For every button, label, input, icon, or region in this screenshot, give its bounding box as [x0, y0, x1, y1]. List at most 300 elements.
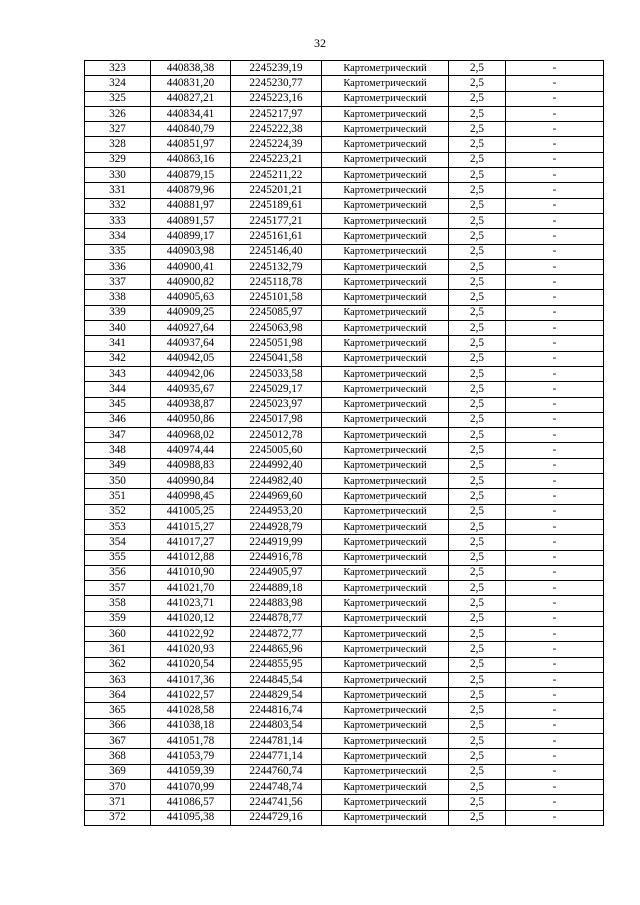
- method-cell: Картометрический: [322, 412, 449, 427]
- y-coordinate-cell: 2245012,78: [231, 428, 322, 443]
- description-cell: -: [506, 91, 604, 106]
- table-row: [85, 596, 604, 611]
- x-coordinate-cell: 440834,41: [151, 106, 231, 121]
- point-number-cell: 350: [85, 474, 151, 489]
- table-row: [85, 382, 604, 397]
- method-cell: Картометрический: [322, 76, 449, 91]
- accuracy-cell: 2,5: [449, 779, 506, 794]
- method-cell: Картометрический: [322, 749, 449, 764]
- accuracy-cell: 2,5: [449, 642, 506, 657]
- description-cell: -: [506, 703, 604, 718]
- table-row: [85, 795, 604, 810]
- y-coordinate-cell: 2244729,16: [231, 810, 322, 825]
- x-coordinate-cell: 440827,21: [151, 91, 231, 106]
- description-cell: -: [506, 672, 604, 687]
- y-coordinate-cell: 2244992,40: [231, 458, 322, 473]
- y-coordinate-cell: 2244905,97: [231, 565, 322, 580]
- table-row: [85, 550, 604, 565]
- point-number-cell: 367: [85, 734, 151, 749]
- method-cell: Картометрический: [322, 61, 449, 76]
- accuracy-cell: 2,5: [449, 810, 506, 825]
- description-cell: -: [506, 321, 604, 336]
- y-coordinate-cell: 2245085,97: [231, 305, 322, 320]
- description-cell: -: [506, 122, 604, 137]
- method-cell: Картометрический: [322, 213, 449, 228]
- point-number-cell: 370: [85, 779, 151, 794]
- description-cell: -: [506, 382, 604, 397]
- x-coordinate-cell: 440879,96: [151, 183, 231, 198]
- description-cell: -: [506, 229, 604, 244]
- y-coordinate-cell: 2244969,60: [231, 489, 322, 504]
- table-row: [85, 581, 604, 596]
- point-number-cell: 362: [85, 657, 151, 672]
- method-cell: Картометрический: [322, 489, 449, 504]
- method-cell: Картометрический: [322, 688, 449, 703]
- y-coordinate-cell: 2244916,78: [231, 550, 322, 565]
- method-cell: Картометрический: [322, 443, 449, 458]
- point-number-cell: 371: [85, 795, 151, 810]
- description-cell: -: [506, 581, 604, 596]
- description-cell: -: [506, 489, 604, 504]
- accuracy-cell: 2,5: [449, 336, 506, 351]
- accuracy-cell: 2,5: [449, 795, 506, 810]
- description-cell: -: [506, 565, 604, 580]
- method-cell: Картометрический: [322, 259, 449, 274]
- accuracy-cell: 2,5: [449, 106, 506, 121]
- point-number-cell: 332: [85, 198, 151, 213]
- description-cell: -: [506, 550, 604, 565]
- accuracy-cell: 2,5: [449, 198, 506, 213]
- point-number-cell: 366: [85, 718, 151, 733]
- accuracy-cell: 2,5: [449, 581, 506, 596]
- x-coordinate-cell: 441022,57: [151, 688, 231, 703]
- x-coordinate-cell: 440935,67: [151, 382, 231, 397]
- point-number-cell: 334: [85, 229, 151, 244]
- x-coordinate-cell: 440905,63: [151, 290, 231, 305]
- x-coordinate-cell: 440950,86: [151, 412, 231, 427]
- accuracy-cell: 2,5: [449, 519, 506, 534]
- table-row: [85, 229, 604, 244]
- y-coordinate-cell: 2244829,54: [231, 688, 322, 703]
- method-cell: Картометрический: [322, 336, 449, 351]
- accuracy-cell: 2,5: [449, 259, 506, 274]
- table-row: [85, 122, 604, 137]
- description-cell: -: [506, 458, 604, 473]
- table-row: [85, 183, 604, 198]
- y-coordinate-cell: 2245146,40: [231, 244, 322, 259]
- description-cell: -: [506, 244, 604, 259]
- description-cell: -: [506, 810, 604, 825]
- accuracy-cell: 2,5: [449, 565, 506, 580]
- point-number-cell: 343: [85, 366, 151, 381]
- y-coordinate-cell: 2244872,77: [231, 626, 322, 641]
- point-number-cell: 328: [85, 137, 151, 152]
- point-number-cell: 369: [85, 764, 151, 779]
- x-coordinate-cell: 440840,79: [151, 122, 231, 137]
- table-row: [85, 106, 604, 121]
- table-row: [85, 718, 604, 733]
- x-coordinate-cell: 441020,54: [151, 657, 231, 672]
- method-cell: Картометрический: [322, 458, 449, 473]
- accuracy-cell: 2,5: [449, 734, 506, 749]
- table-row: [85, 198, 604, 213]
- method-cell: Картометрический: [322, 642, 449, 657]
- x-coordinate-cell: 440909,25: [151, 305, 231, 320]
- accuracy-cell: 2,5: [449, 137, 506, 152]
- description-cell: -: [506, 779, 604, 794]
- point-number-cell: 345: [85, 397, 151, 412]
- method-cell: Картометрический: [322, 779, 449, 794]
- table-row: [85, 810, 604, 825]
- method-cell: Картометрический: [322, 581, 449, 596]
- description-cell: -: [506, 168, 604, 183]
- table-row: [85, 428, 604, 443]
- table-row: [85, 642, 604, 657]
- description-cell: -: [506, 764, 604, 779]
- accuracy-cell: 2,5: [449, 749, 506, 764]
- method-cell: Картометрический: [322, 382, 449, 397]
- point-number-cell: 351: [85, 489, 151, 504]
- table-row: [85, 152, 604, 167]
- accuracy-cell: 2,5: [449, 290, 506, 305]
- method-cell: Картометрический: [322, 397, 449, 412]
- description-cell: -: [506, 795, 604, 810]
- y-coordinate-cell: 2244771,14: [231, 749, 322, 764]
- y-coordinate-cell: 2245223,16: [231, 91, 322, 106]
- method-cell: Картометрический: [322, 657, 449, 672]
- x-coordinate-cell: 440937,64: [151, 336, 231, 351]
- description-cell: -: [506, 626, 604, 641]
- x-coordinate-cell: 441012,88: [151, 550, 231, 565]
- point-number-cell: 333: [85, 213, 151, 228]
- point-number-cell: 324: [85, 76, 151, 91]
- accuracy-cell: 2,5: [449, 703, 506, 718]
- point-number-cell: 340: [85, 321, 151, 336]
- accuracy-cell: 2,5: [449, 626, 506, 641]
- y-coordinate-cell: 2245224,39: [231, 137, 322, 152]
- x-coordinate-cell: 440851,97: [151, 137, 231, 152]
- description-cell: -: [506, 688, 604, 703]
- method-cell: Картометрический: [322, 810, 449, 825]
- accuracy-cell: 2,5: [449, 152, 506, 167]
- point-number-cell: 361: [85, 642, 151, 657]
- method-cell: Картометрический: [322, 596, 449, 611]
- description-cell: -: [506, 305, 604, 320]
- table-row: [85, 504, 604, 519]
- point-number-cell: 325: [85, 91, 151, 106]
- accuracy-cell: 2,5: [449, 397, 506, 412]
- x-coordinate-cell: 441028,58: [151, 703, 231, 718]
- description-cell: -: [506, 519, 604, 534]
- x-coordinate-cell: 440838,38: [151, 61, 231, 76]
- x-coordinate-cell: 441022,92: [151, 626, 231, 641]
- accuracy-cell: 2,5: [449, 275, 506, 290]
- y-coordinate-cell: 2244919,99: [231, 535, 322, 550]
- y-coordinate-cell: 2244741,56: [231, 795, 322, 810]
- table-row: [85, 412, 604, 427]
- method-cell: Картометрический: [322, 275, 449, 290]
- accuracy-cell: 2,5: [449, 305, 506, 320]
- point-number-cell: 335: [85, 244, 151, 259]
- table-row: [85, 290, 604, 305]
- point-number-cell: 326: [85, 106, 151, 121]
- description-cell: -: [506, 504, 604, 519]
- description-cell: -: [506, 718, 604, 733]
- description-cell: -: [506, 657, 604, 672]
- description-cell: -: [506, 611, 604, 626]
- y-coordinate-cell: 2244845,54: [231, 672, 322, 687]
- y-coordinate-cell: 2245211,22: [231, 168, 322, 183]
- method-cell: Картометрический: [322, 550, 449, 565]
- method-cell: Картометрический: [322, 764, 449, 779]
- point-number-cell: 368: [85, 749, 151, 764]
- description-cell: -: [506, 61, 604, 76]
- description-cell: -: [506, 76, 604, 91]
- point-number-cell: 344: [85, 382, 151, 397]
- y-coordinate-cell: 2244760,74: [231, 764, 322, 779]
- y-coordinate-cell: 2245230,77: [231, 76, 322, 91]
- coordinates-table: [84, 60, 604, 826]
- accuracy-cell: 2,5: [449, 504, 506, 519]
- point-number-cell: 336: [85, 259, 151, 274]
- table-row: [85, 321, 604, 336]
- description-cell: -: [506, 443, 604, 458]
- accuracy-cell: 2,5: [449, 91, 506, 106]
- accuracy-cell: 2,5: [449, 183, 506, 198]
- y-coordinate-cell: 2245051,98: [231, 336, 322, 351]
- method-cell: Картометрический: [322, 519, 449, 534]
- coordinates-table-body: [85, 61, 604, 826]
- y-coordinate-cell: 2245161,61: [231, 229, 322, 244]
- point-number-cell: 360: [85, 626, 151, 641]
- point-number-cell: 355: [85, 550, 151, 565]
- accuracy-cell: 2,5: [449, 489, 506, 504]
- x-coordinate-cell: 441023,71: [151, 596, 231, 611]
- method-cell: Картометрический: [322, 244, 449, 259]
- accuracy-cell: 2,5: [449, 535, 506, 550]
- method-cell: Картометрический: [322, 321, 449, 336]
- x-coordinate-cell: 440881,97: [151, 198, 231, 213]
- y-coordinate-cell: 2244748,74: [231, 779, 322, 794]
- y-coordinate-cell: 2245201,21: [231, 183, 322, 198]
- y-coordinate-cell: 2245118,78: [231, 275, 322, 290]
- table-row: [85, 672, 604, 687]
- x-coordinate-cell: 440942,06: [151, 366, 231, 381]
- table-row: [85, 764, 604, 779]
- point-number-cell: 337: [85, 275, 151, 290]
- y-coordinate-cell: 2245239,19: [231, 61, 322, 76]
- method-cell: Картометрический: [322, 626, 449, 641]
- y-coordinate-cell: 2244928,79: [231, 519, 322, 534]
- table-row: [85, 519, 604, 534]
- method-cell: Картометрический: [322, 183, 449, 198]
- method-cell: Картометрический: [322, 734, 449, 749]
- method-cell: Картометрический: [322, 718, 449, 733]
- method-cell: Картометрический: [322, 106, 449, 121]
- y-coordinate-cell: 2245189,61: [231, 198, 322, 213]
- method-cell: Картометрический: [322, 535, 449, 550]
- table-row: [85, 213, 604, 228]
- y-coordinate-cell: 2244781,14: [231, 734, 322, 749]
- method-cell: Картометрический: [322, 91, 449, 106]
- y-coordinate-cell: 2244816,74: [231, 703, 322, 718]
- x-coordinate-cell: 440891,57: [151, 213, 231, 228]
- point-number-cell: 352: [85, 504, 151, 519]
- description-cell: -: [506, 106, 604, 121]
- accuracy-cell: 2,5: [449, 76, 506, 91]
- x-coordinate-cell: 440863,16: [151, 152, 231, 167]
- x-coordinate-cell: 441017,27: [151, 535, 231, 550]
- point-number-cell: 329: [85, 152, 151, 167]
- point-number-cell: 339: [85, 305, 151, 320]
- table-row: [85, 244, 604, 259]
- x-coordinate-cell: 440988,83: [151, 458, 231, 473]
- y-coordinate-cell: 2245222,38: [231, 122, 322, 137]
- description-cell: -: [506, 152, 604, 167]
- table-row: [85, 61, 604, 76]
- x-coordinate-cell: 440968,02: [151, 428, 231, 443]
- point-number-cell: 358: [85, 596, 151, 611]
- x-coordinate-cell: 440974,44: [151, 443, 231, 458]
- accuracy-cell: 2,5: [449, 718, 506, 733]
- y-coordinate-cell: 2244803,54: [231, 718, 322, 733]
- accuracy-cell: 2,5: [449, 428, 506, 443]
- table-row: [85, 688, 604, 703]
- x-coordinate-cell: 440900,82: [151, 275, 231, 290]
- x-coordinate-cell: 441021,70: [151, 581, 231, 596]
- y-coordinate-cell: 2245023,97: [231, 397, 322, 412]
- table-row: [85, 259, 604, 274]
- x-coordinate-cell: 441059,39: [151, 764, 231, 779]
- y-coordinate-cell: 2244982,40: [231, 474, 322, 489]
- accuracy-cell: 2,5: [449, 168, 506, 183]
- accuracy-cell: 2,5: [449, 213, 506, 228]
- table-row: [85, 366, 604, 381]
- method-cell: Картометрический: [322, 703, 449, 718]
- description-cell: -: [506, 351, 604, 366]
- accuracy-cell: 2,5: [449, 61, 506, 76]
- description-cell: -: [506, 535, 604, 550]
- y-coordinate-cell: 2244865,96: [231, 642, 322, 657]
- description-cell: -: [506, 336, 604, 351]
- description-cell: -: [506, 642, 604, 657]
- table-row: [85, 535, 604, 550]
- description-cell: -: [506, 474, 604, 489]
- description-cell: -: [506, 412, 604, 427]
- method-cell: Картометрический: [322, 504, 449, 519]
- y-coordinate-cell: 2245041,58: [231, 351, 322, 366]
- y-coordinate-cell: 2245177,21: [231, 213, 322, 228]
- table-row: [85, 336, 604, 351]
- point-number-cell: 357: [85, 581, 151, 596]
- method-cell: Картометрический: [322, 428, 449, 443]
- point-number-cell: 363: [85, 672, 151, 687]
- y-coordinate-cell: 2244883,98: [231, 596, 322, 611]
- x-coordinate-cell: 441017,36: [151, 672, 231, 687]
- description-cell: -: [506, 213, 604, 228]
- table-row: [85, 657, 604, 672]
- table-row: [85, 565, 604, 580]
- point-number-cell: 341: [85, 336, 151, 351]
- y-coordinate-cell: 2245017,98: [231, 412, 322, 427]
- x-coordinate-cell: 441038,18: [151, 718, 231, 733]
- x-coordinate-cell: 441020,12: [151, 611, 231, 626]
- x-coordinate-cell: 440899,17: [151, 229, 231, 244]
- description-cell: -: [506, 275, 604, 290]
- method-cell: Картометрический: [322, 168, 449, 183]
- description-cell: -: [506, 137, 604, 152]
- description-cell: -: [506, 734, 604, 749]
- accuracy-cell: 2,5: [449, 596, 506, 611]
- x-coordinate-cell: 441053,79: [151, 749, 231, 764]
- method-cell: Картометрический: [322, 290, 449, 305]
- description-cell: -: [506, 596, 604, 611]
- table-row: [85, 168, 604, 183]
- accuracy-cell: 2,5: [449, 474, 506, 489]
- description-cell: -: [506, 198, 604, 213]
- y-coordinate-cell: 2244855,95: [231, 657, 322, 672]
- table-row: [85, 275, 604, 290]
- accuracy-cell: 2,5: [449, 351, 506, 366]
- method-cell: Картометрический: [322, 351, 449, 366]
- table-row: [85, 489, 604, 504]
- point-number-cell: 331: [85, 183, 151, 198]
- point-number-cell: 356: [85, 565, 151, 580]
- method-cell: Картометрический: [322, 565, 449, 580]
- method-cell: Картометрический: [322, 474, 449, 489]
- method-cell: Картометрический: [322, 305, 449, 320]
- y-coordinate-cell: 2245132,79: [231, 259, 322, 274]
- x-coordinate-cell: 440900,41: [151, 259, 231, 274]
- y-coordinate-cell: 2245005,60: [231, 443, 322, 458]
- accuracy-cell: 2,5: [449, 244, 506, 259]
- x-coordinate-cell: 440998,45: [151, 489, 231, 504]
- x-coordinate-cell: 441051,78: [151, 734, 231, 749]
- accuracy-cell: 2,5: [449, 366, 506, 381]
- x-coordinate-cell: 441095,38: [151, 810, 231, 825]
- description-cell: -: [506, 366, 604, 381]
- point-number-cell: 348: [85, 443, 151, 458]
- method-cell: Картометрический: [322, 366, 449, 381]
- table-row: [85, 611, 604, 626]
- x-coordinate-cell: 440927,64: [151, 321, 231, 336]
- table-row: [85, 91, 604, 106]
- point-number-cell: 364: [85, 688, 151, 703]
- accuracy-cell: 2,5: [449, 382, 506, 397]
- table-row: [85, 305, 604, 320]
- point-number-cell: 327: [85, 122, 151, 137]
- y-coordinate-cell: 2245033,58: [231, 366, 322, 381]
- table-row: [85, 779, 604, 794]
- table-row: [85, 734, 604, 749]
- point-number-cell: 330: [85, 168, 151, 183]
- y-coordinate-cell: 2245217,97: [231, 106, 322, 121]
- x-coordinate-cell: 440879,15: [151, 168, 231, 183]
- y-coordinate-cell: 2245029,17: [231, 382, 322, 397]
- method-cell: Картометрический: [322, 795, 449, 810]
- table-row: [85, 626, 604, 641]
- table-row: [85, 137, 604, 152]
- method-cell: Картометрический: [322, 122, 449, 137]
- x-coordinate-cell: 440831,20: [151, 76, 231, 91]
- x-coordinate-cell: 441010,90: [151, 565, 231, 580]
- x-coordinate-cell: 441015,27: [151, 519, 231, 534]
- method-cell: Картометрический: [322, 672, 449, 687]
- page-number: 32: [314, 36, 326, 50]
- description-cell: -: [506, 259, 604, 274]
- description-cell: -: [506, 290, 604, 305]
- accuracy-cell: 2,5: [449, 764, 506, 779]
